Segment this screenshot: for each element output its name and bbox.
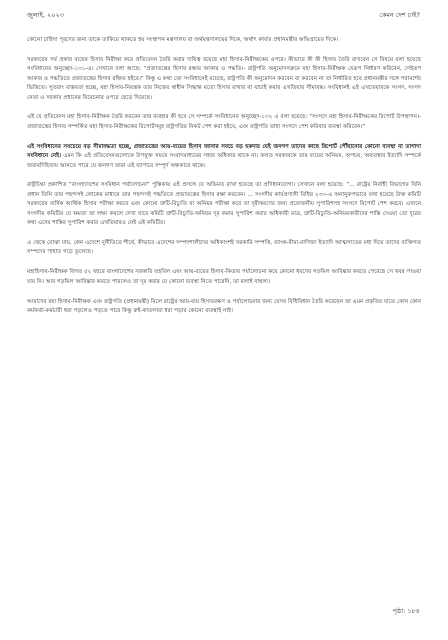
page-number: পৃষ্ঠা: ১৮৪ [392, 607, 420, 615]
paragraph-8: আমাদের মহা হিসাব-নিরীক্ষক এবং রাষ্ট্রপতি (প্রধানমন্ত্রী) মিলে রাষ্ট্রের আয়-ব্যয় হিসাবরক্ষণ ও পর্যালোচনার জন্য যেসব বিধিবিধান তৈরি করেছেন তা এমন প্রকৃতির যাতে কোন কোন কর্মকর্তা-কর্মচারী ধরা পড়লেও পড়তে পারে কিন্তু রুই-কাতলারা ধরা পড়ার কোনো ব্যবস্থাই নাই। [27, 298, 421, 315]
paragraph-1: কোনো চাহিদা পূরণের জন্য তাকে তাকিয়ে থাকতে হয় সংস্থাপন মন্ত্রণালয় বা অর্থমন্ত্রণালয়ের দিকে, অর্থাৎ কার্যত প্রধানমন্ত্রীর অভিপ্রায়ের দিকে। [27, 37, 339, 43]
page-header [0, 0, 448, 26]
paragraph-5: রাষ্ট্রচিন্তা প্রকাশিত “বাংলাদেশের সংবিধান পর্যালোচনা” পুস্তিকায় এই প্রসঙ্গে যে অভিমত রাখা হয়েছে তা প্রণিধানযোগ্য। সেখানে বলা হয়েছে: “... রাষ্ট্রের নির্বাহী বিভাগের যিনি প্রধান তিনি তার পছন্দসই লোকের মাধ্যমে তার পছন্দসই পদ্ধতিতে প্রজাতন্ত্রের হিসাব রক্ষা করবেন। ... সংসদীয় কার্যপ্রণালী বিধির ২৩৩-এ অনানুরুপভাবে বলা হয়েছে উক্ত কমিটি সরকারের বার্ষিক আর্থিক হিসাব পরীক্ষা করবে এবং কোনো ত্রুটি-বিচ্যুতি বা অনিয়ম পরীক্ষা করে তা দূরীকরণের জন্য প্রয়োজনীয় সুপারিশসহ সংসদে রিপোর্ট পেশ করবে। এখানে সংসদীয় কমিটির যে ক্ষমতা তা লক্ষ্য করলে দেখা যাবে কমিটি ত্রুটি-বিচ্যুতি-অনিয়ম দূর করার সুপারিশ করার অধিকারী মাত্র, ত্রুটি-বিচ্যুতি-অনিয়মকারীদের শাস্তি দেওয়া তো দূরের কথা এদের শাস্তির সুপারিশ করার এখতিয়ারও নেই এই কমিটির। [27, 182, 421, 227]
article-body [27, 36, 421, 327]
header-date: জুলাই, ২০২৩ [27, 11, 64, 19]
bold-statement: এই সংবিধানের সবচেয়ে বড় সীমাবদ্ধতা হচ্ছে, প্রজাতন্ত্রের আয়-ব্যয়ের হিসাব জানার সবচে বড় হকদার যেই জনগণ তাদের কাছে রিপোর্ট পৌঁছানোর কোনো ব্যবস্থা বা তাগাদা সংবিধানে নেই। [27, 143, 421, 160]
header-title: কেমন দেশ চাই? [379, 11, 420, 19]
paragraph-6: এ থেকে বোঝা যায়, কেন এদেশে দুর্নীতিতে শীর্ষে, কীভাবে এদেশের সম্পদশালীদের অধিকাংশই সরকারি সম্পত্তি, ব্যাংক-বীমা-বাণিজ্য ইত্যাদি আত্মসাতের মধ্য দিয়ে তাদের ব্যক্তিগত সম্পদের পাহাড় গড়ে তুলেছে। [27, 240, 421, 256]
paragraph-4: এই সংবিধানের সবচেয়ে বড় সীমাবদ্ধতা হচ্ছে, প্রজাতন্ত্রের আয়-ব্যয়ের হিসাব জানার সবচে বড় হকদার যেই জনগণ তাদের কাছে রিপোর্ট পৌঁছানোর কোনো ব্যবস্থা বা তাগাদা সংবিধানে নেই। এমন কি এই প্রতিবেদনগুলোকে উপযুক্ত সময়ে সংবাদমাধ্যমের সহজ অধিকার থাকে না। ফলত সরকারকে তার ব্যয়ের অনিয়ম, অপচয়, অব্যবস্থার ইত্যাদি সম্পর্কে জবাবদিহিতায় আনতে পারে যে জনগণ তারা এই ব্যাপারে সম্পূর্ণ অন্ধকারে থাকে। [27, 143, 421, 169]
paragraph-7: মহাহিসাব-নিরীক্ষক বিগত ৫২ বছরে বাংলাদেশের সরকারি তহবিল এবং আয়-ব্যয়ের হিসাব-কিতাব পর্যালোচনা করে কোনো ধরণের গড়মিল আবিষ্কার করতে পেরেছে সে খবর পাওয়া যায় নি। আর গড়মিল আবিষ্কার করতে পারলেও তা দূর করার যে কোনো ব্যবস্থা নিতে পারেনি, তা বলাই বাহুল্য। [27, 269, 421, 285]
paragraph-3: এই যে প্রতিবেদন মহা হিসাব-নিরীক্ষক তৈরি করবেন তার ব্যবহার কী হবে সে সম্পর্কে সংবিধানের অনুচ্ছেদ-১৩২ এ বলা হয়েছে: “সংসদে মহা হিসাব-নিরীক্ষকের রিপোর্ট উপস্থাপন।- প্রজাতন্ত্রের হিসাব সম্পর্কিত মহা হিসাব-নিরীক্ষকের রিপোর্টসমূহ রাষ্ট্রপতির নিকট পেশ করা হইবে, এবং রাষ্ট্রপতি তাহা সংসদে পেশ করিবার ব্যবস্থা করিবেন।” [27, 114, 421, 130]
paragraph-2: সরকারের সর্ব প্রকার ব্যয়ের হিসাব নিরীক্ষা করে প্রতিবেদন তৈরি করার দায়িত্ব রয়েছে মহা হিসাব-নিরীক্ষকের ওপরে। কীভাবে কী কী হিসাব তৈরি রাখবেন সে বিষয়ে বলা হয়েছে সংবিধানের অনুচ্ছেদ-১৩১-এ। সেখানে বলা আছে: “প্রজাতন্ত্রের হিসাব রক্ষার আকার ও পদ্ধতি।- রাষ্ট্রপতি অনুমোদনক্রমে মহা হিসাব-নিরীক্ষক যেরূপ নির্ধারণ করিবেন, সেইরূপ আকার ও পদ্ধতিতে প্রজাতন্ত্রের হিসাব রক্ষিত হইবে।” কিন্তু এ কথা তো সংবিধানেই রয়েছে, রাষ্ট্রপতি কী অনুমোদন করবেন বা করবেন না তা নির্ধারিত হবে প্রধানমন্ত্রীর সঙ্গে পরামর্শের ভিত্তিতে। সুতরাং বাস্তবতা হচ্ছে, মহা হিসাব-নিয়ন্ত্রক তার নিজের স্বাধীন সিদ্ধান্ত মতো হিসাব রাখার বা যাচাই করার এখতিয়ার সীমাবদ্ধ। সংবিধানই এই এখতেয়ারকে সংসদ, সংসদ নেতা ও সরকার প্রধানের বিবেচনার ওপরে ছেড়ে দিয়েছে। [27, 56, 421, 101]
